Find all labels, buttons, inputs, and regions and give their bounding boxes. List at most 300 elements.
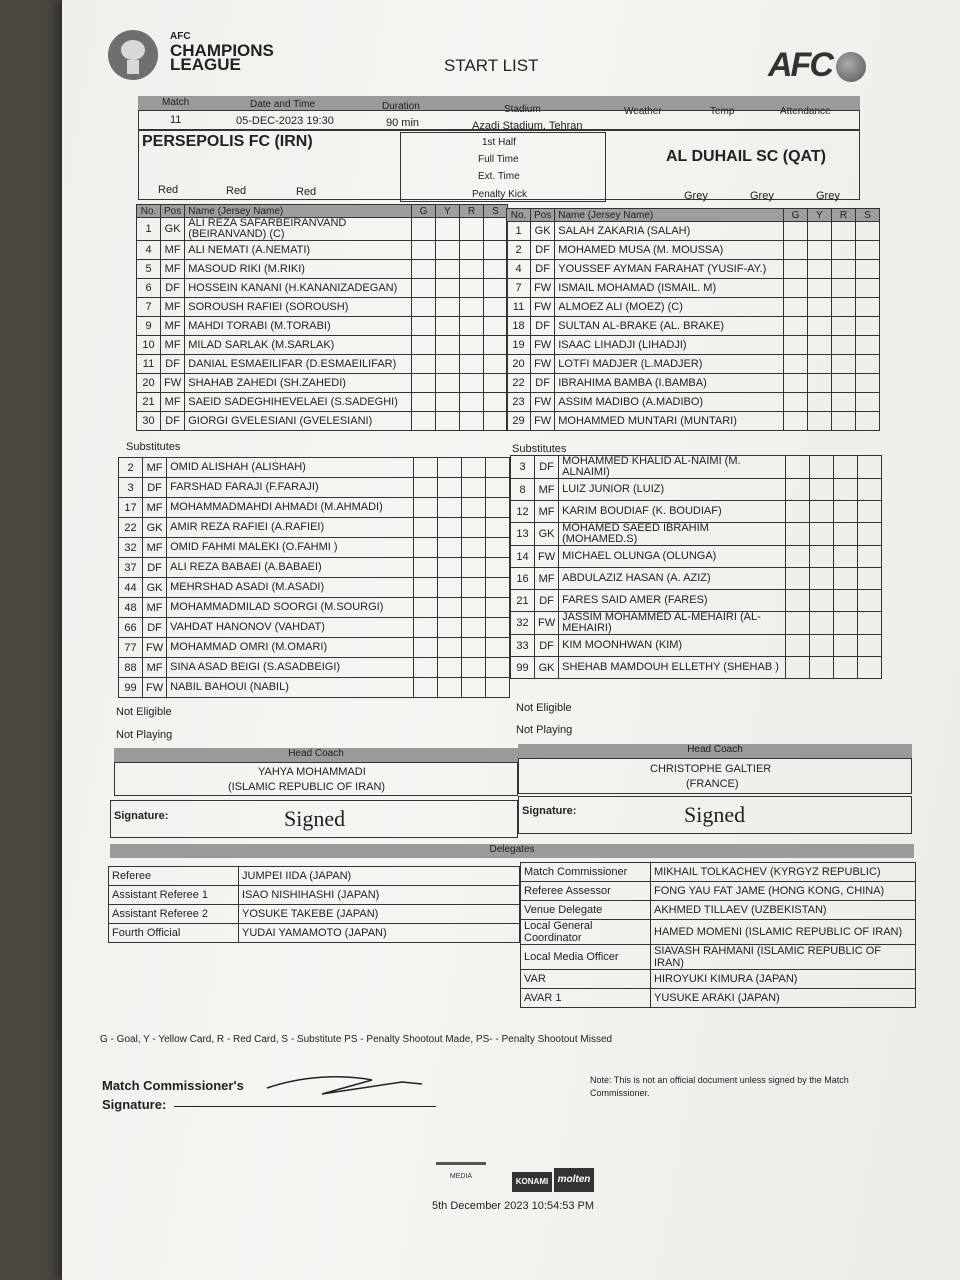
match-number: 11 <box>170 114 182 126</box>
player-number: 21 <box>511 590 535 612</box>
player-number: 19 <box>507 336 531 355</box>
stat-cell <box>834 657 858 679</box>
player-name: IBRAHIMA BAMBA (I.BAMBA) <box>555 374 784 393</box>
stat-cell <box>412 355 436 374</box>
delegate-row <box>521 970 916 989</box>
player-position: DF <box>143 618 167 638</box>
stat-cell <box>858 568 882 590</box>
player-number: 11 <box>137 355 161 374</box>
player-row <box>119 598 510 618</box>
delegate-name: MIKHAIL TOLKACHEV (KYRGYZ REPUBLIC) <box>651 863 916 882</box>
player-position: DF <box>531 241 555 260</box>
player-position: DF <box>531 374 555 393</box>
player-name: MEHRSHAD ASADI (M.ASADI) <box>167 578 414 598</box>
player-name: MOHAMMADMAHDI AHMADI (M.AHMADI) <box>167 498 414 518</box>
player-name: YOUSSEF AYMAN FARAHAT (YUSIF-AY.) <box>555 260 784 279</box>
stat-cell <box>436 279 460 298</box>
stat-cell <box>486 578 510 598</box>
player-number: 29 <box>507 412 531 431</box>
away-kit-1: Grey <box>684 190 708 202</box>
player-row <box>137 260 508 279</box>
stat-cell <box>858 590 882 612</box>
home-coach-country: (ISLAMIC REPUBLIC OF IRAN) <box>228 781 386 793</box>
player-position: MF <box>161 241 185 260</box>
match-datetime: 05-DEC-2023 19:30 <box>236 115 334 127</box>
label-attendance: Attendance <box>780 106 831 117</box>
stat-cell <box>856 393 880 412</box>
logo-afc-text: AFC <box>170 31 191 42</box>
player-number: 3 <box>511 456 535 479</box>
player-name: MICHAEL OLUNGA (OLUNGA) <box>559 546 786 568</box>
player-position: FW <box>143 678 167 698</box>
player-name: JASSIM MOHAMMED AL-MEHAIRI (AL-MEHAIRI) <box>559 612 786 635</box>
stat-cell <box>484 393 508 412</box>
stat-cell <box>786 523 810 546</box>
player-name: ALMOEZ ALI (MOEZ) (C) <box>555 298 784 317</box>
player-name: LUIZ JUNIOR (LUIZ) <box>559 479 786 501</box>
stat-cell <box>462 638 486 658</box>
stat-cell <box>834 635 858 657</box>
delegate-name: YUDAI YAMAMOTO (JAPAN) <box>239 924 520 943</box>
period-1st-half: 1st Half <box>482 137 516 148</box>
player-row <box>119 558 510 578</box>
label-stadium: Stadium <box>504 104 541 115</box>
stat-cell <box>484 298 508 317</box>
stat-cell <box>786 501 810 523</box>
player-position: FW <box>531 336 555 355</box>
delegate-row <box>521 901 916 920</box>
delegate-name: YUSUKE ARAKI (JAPAN) <box>651 989 916 1008</box>
player-row <box>137 317 508 336</box>
home-not-playing: Not Playing <box>116 729 173 741</box>
player-position: DF <box>143 478 167 498</box>
home-coach-header: Head Coach <box>114 748 518 762</box>
player-name: SALAH ZAKARIA (SALAH) <box>555 222 784 241</box>
stat-cell <box>784 241 808 260</box>
player-name: ALI REZA BABAEI (A.BABAEI) <box>167 558 414 578</box>
stat-cell <box>460 374 484 393</box>
label-match: Match <box>162 97 190 108</box>
player-position: DF <box>161 279 185 298</box>
stat-cell <box>856 374 880 393</box>
stat-cell <box>438 538 462 558</box>
stat-cell <box>414 598 438 618</box>
player-position: MF <box>143 498 167 518</box>
delegate-name: ISAO NISHIHASHI (JAPAN) <box>239 886 520 905</box>
stat-cell <box>412 317 436 336</box>
player-name: ALI REZA SAFARBEIRANVAND (BEIRANVAND) (C) <box>185 218 412 241</box>
player-position: FW <box>535 612 559 635</box>
delegate-name: FONG YAU FAT JAME (HONG KONG, CHINA) <box>651 882 916 901</box>
player-number: 2 <box>507 241 531 260</box>
stat-cell <box>414 518 438 538</box>
stat-cell <box>412 412 436 431</box>
stat-cell <box>832 241 856 260</box>
stat-cell <box>486 678 510 698</box>
away-signature-value: Signed <box>684 802 746 827</box>
stat-cell <box>784 279 808 298</box>
stat-cell <box>436 374 460 393</box>
page-title: START LIST <box>444 56 539 75</box>
stat-cell <box>412 279 436 298</box>
stat-cell <box>436 298 460 317</box>
player-position: DF <box>535 456 559 479</box>
player-number: 3 <box>119 478 143 498</box>
player-row <box>507 260 880 279</box>
stat-cell <box>414 558 438 578</box>
player-row <box>511 612 882 635</box>
commissioner-signature-label <box>102 1076 244 1114</box>
stat-cell <box>486 538 510 558</box>
stat-cell <box>486 618 510 638</box>
delegate-name: SIAVASH RAHMANI (ISLAMIC REPUBLIC OF IRAN) <box>651 945 916 970</box>
player-number: 66 <box>119 618 143 638</box>
stat-cell <box>486 558 510 578</box>
stat-cell <box>810 523 834 546</box>
stat-cell <box>438 578 462 598</box>
stat-cell <box>858 612 882 635</box>
player-name: SULTAN AL-BRAKE (AL. BRAKE) <box>555 317 784 336</box>
stat-cell <box>856 355 880 374</box>
player-name: SHAHAB ZAHEDI (SH.ZAHEDI) <box>185 374 412 393</box>
player-number: 5 <box>137 260 161 279</box>
player-number: 88 <box>119 658 143 678</box>
stat-cell <box>436 412 460 431</box>
stat-cell <box>486 498 510 518</box>
player-row <box>511 479 882 501</box>
stat-cell <box>856 298 880 317</box>
player-row <box>137 412 508 431</box>
player-position: DF <box>161 355 185 374</box>
delegate-row <box>109 886 520 905</box>
legend-text: G - Goal, Y - Yellow Card, R - Red Card, S - Substitute PS - Penalty Shootout Made, PS- - Penalty Shootout Missed <box>100 1034 613 1045</box>
stat-cell <box>858 657 882 679</box>
stat-cell <box>786 657 810 679</box>
stat-cell <box>858 456 882 479</box>
stat-cell <box>834 523 858 546</box>
player-position: DF <box>531 260 555 279</box>
player-number: 22 <box>507 374 531 393</box>
player-row <box>119 638 510 658</box>
player-position: DF <box>143 558 167 578</box>
stat-cell <box>484 317 508 336</box>
player-row <box>137 355 508 374</box>
player-row <box>511 590 882 612</box>
stat-cell <box>436 218 460 241</box>
stat-cell <box>460 355 484 374</box>
away-coach-country: (FRANCE) <box>686 778 739 790</box>
player-name: OMID FAHMI MALEKI (O.FAHMI ) <box>167 538 414 558</box>
home-kit-2: Red <box>226 185 247 197</box>
stat-cell <box>436 393 460 412</box>
stat-cell <box>486 478 510 498</box>
delegate-row <box>109 867 520 886</box>
stat-cell <box>484 241 508 260</box>
away-subs-label: Substitutes <box>512 443 567 455</box>
stat-cell <box>808 317 832 336</box>
player-position: DF <box>535 635 559 657</box>
stat-cell <box>436 260 460 279</box>
stat-cell <box>412 218 436 241</box>
player-position: DF <box>161 412 185 431</box>
player-number: 1 <box>507 222 531 241</box>
player-row <box>507 317 880 336</box>
stat-cell <box>810 590 834 612</box>
player-number: 16 <box>511 568 535 590</box>
away-kit-2: Grey <box>750 190 774 202</box>
stat-cell <box>784 355 808 374</box>
away-kit-3: Grey <box>816 190 840 202</box>
player-number: 4 <box>137 241 161 260</box>
player-name: FARES SAID AMER (FARES) <box>559 590 786 612</box>
player-row <box>137 218 508 241</box>
col-g: G <box>784 209 808 222</box>
player-name: MOHAMMED KHALID AL-NAIMI (M. ALNAIMI) <box>559 456 786 479</box>
player-name: ALI NEMATI (A.NEMATI) <box>185 241 412 260</box>
player-row <box>511 523 882 546</box>
stat-cell <box>438 598 462 618</box>
player-name: MASOUD RIKI (M.RIKI) <box>185 260 412 279</box>
stat-cell <box>462 538 486 558</box>
player-number: 22 <box>119 518 143 538</box>
delegate-row <box>109 905 520 924</box>
stat-cell <box>414 658 438 678</box>
player-position: FW <box>531 279 555 298</box>
stat-cell <box>784 298 808 317</box>
stat-cell <box>486 658 510 678</box>
stat-cell <box>786 612 810 635</box>
away-signature-label: Signature: <box>522 805 577 817</box>
stat-cell <box>834 612 858 635</box>
stat-cell <box>808 374 832 393</box>
player-number: 1 <box>137 218 161 241</box>
player-number: 11 <box>507 298 531 317</box>
sponsor-logo-konami: KONAMI <box>512 1172 552 1192</box>
player-row <box>119 678 510 698</box>
stat-cell <box>484 336 508 355</box>
stat-cell <box>462 618 486 638</box>
player-number: 44 <box>119 578 143 598</box>
player-position: GK <box>531 222 555 241</box>
player-number: 10 <box>137 336 161 355</box>
player-number: 9 <box>137 317 161 336</box>
label-duration: Duration <box>382 101 420 112</box>
stat-cell <box>436 317 460 336</box>
stat-cell <box>856 279 880 298</box>
stat-cell <box>858 501 882 523</box>
stat-cell <box>460 279 484 298</box>
player-position: MF <box>143 458 167 478</box>
stat-cell <box>810 456 834 479</box>
sponsor-logo-molten: molten <box>554 1168 594 1192</box>
player-position: MF <box>535 479 559 501</box>
player-number: 30 <box>137 412 161 431</box>
away-team-name: AL DUHAIL SC (QAT) <box>666 148 826 165</box>
stat-cell <box>462 478 486 498</box>
delegates-right-table <box>520 862 916 1008</box>
player-row <box>119 498 510 518</box>
stat-cell <box>436 355 460 374</box>
stat-cell <box>834 501 858 523</box>
stat-cell <box>808 412 832 431</box>
player-name: SHEHAB MAMDOUH ELLETHY (SHEHAB ) <box>559 657 786 679</box>
print-timestamp: 5th December 2023 10:54:53 PM <box>432 1200 595 1212</box>
stat-cell <box>486 458 510 478</box>
player-name: ASSIM MADIBO (A.MADIBO) <box>555 393 784 412</box>
player-row <box>507 374 880 393</box>
player-position: FW <box>531 298 555 317</box>
away-not-playing: Not Playing <box>516 724 573 736</box>
stat-cell <box>438 658 462 678</box>
stat-cell <box>412 298 436 317</box>
label-temp: Temp <box>710 106 735 117</box>
player-row <box>511 546 882 568</box>
delegate-row <box>109 924 520 943</box>
player-name: SAEID SADEGHIHEVELAEI (S.SADEGHI) <box>185 393 412 412</box>
player-row <box>119 458 510 478</box>
player-number: 32 <box>511 612 535 635</box>
stat-cell <box>460 241 484 260</box>
col-pos: Pos <box>161 205 185 218</box>
stat-cell <box>460 298 484 317</box>
commissioner-signature-scribble <box>262 1066 432 1100</box>
stat-cell <box>832 412 856 431</box>
stat-cell <box>438 518 462 538</box>
player-position: MF <box>161 260 185 279</box>
stat-cell <box>438 498 462 518</box>
player-position: FW <box>531 393 555 412</box>
player-number: 8 <box>511 479 535 501</box>
stat-cell <box>462 458 486 478</box>
player-position: FW <box>143 638 167 658</box>
stat-cell <box>810 635 834 657</box>
stat-cell <box>832 317 856 336</box>
player-position: GK <box>161 218 185 241</box>
stat-cell <box>414 458 438 478</box>
stat-cell <box>784 374 808 393</box>
delegate-row <box>521 882 916 901</box>
away-lineup-table <box>506 208 880 431</box>
stat-cell <box>832 393 856 412</box>
col-g: G <box>412 205 436 218</box>
home-subs-table <box>118 457 510 698</box>
player-name: KIM MOONHWAN (KIM) <box>559 635 786 657</box>
player-name: SOROUSH RAFIEI (SOROUSH) <box>185 298 412 317</box>
col-s: S <box>484 205 508 218</box>
commissioner-signature-line1: Match Commissioner's <box>102 1078 244 1093</box>
player-row <box>507 298 880 317</box>
stat-cell <box>786 590 810 612</box>
stat-cell <box>460 317 484 336</box>
logo-champions-text: CHAMPIONS <box>170 41 274 60</box>
ball-icon <box>836 52 866 82</box>
stat-cell <box>834 479 858 501</box>
stat-cell <box>438 678 462 698</box>
away-coach-header: Head Coach <box>518 744 912 758</box>
delegate-row <box>521 945 916 970</box>
stat-cell <box>858 523 882 546</box>
delegate-row <box>521 863 916 882</box>
stat-cell <box>412 393 436 412</box>
stat-cell <box>438 478 462 498</box>
home-team-name: PERSEPOLIS FC (IRN) <box>142 133 313 150</box>
player-position: DF <box>531 317 555 336</box>
home-kit-1: Red <box>158 184 179 196</box>
stat-cell <box>858 479 882 501</box>
stat-cell <box>414 498 438 518</box>
player-row <box>507 355 880 374</box>
player-number: 33 <box>511 635 535 657</box>
player-number: 7 <box>137 298 161 317</box>
player-name: MAHDI TORABI (M.TORABI) <box>185 317 412 336</box>
stat-cell <box>808 222 832 241</box>
player-number: 21 <box>137 393 161 412</box>
col-y: Y <box>436 205 460 218</box>
stat-cell <box>414 678 438 698</box>
stat-cell <box>486 518 510 538</box>
stat-cell <box>832 355 856 374</box>
player-number: 14 <box>511 546 535 568</box>
delegate-role: Assistant Referee 2 <box>109 905 239 924</box>
label-date-time: Date and Time <box>250 99 316 110</box>
player-number: 2 <box>119 458 143 478</box>
home-subs-label: Substitutes <box>126 441 181 453</box>
delegate-role: Assistant Referee 1 <box>109 886 239 905</box>
player-row <box>137 279 508 298</box>
away-subs-table <box>510 455 882 679</box>
stat-cell <box>484 260 508 279</box>
delegate-role: Referee Assessor <box>521 882 651 901</box>
stat-cell <box>460 336 484 355</box>
player-position: FW <box>531 355 555 374</box>
player-position: MF <box>161 298 185 317</box>
player-position: FW <box>535 546 559 568</box>
stat-cell <box>856 222 880 241</box>
player-name: MOHAMED MUSA (M. MOUSSA) <box>555 241 784 260</box>
player-row <box>507 279 880 298</box>
match-duration: 90 min <box>386 117 420 129</box>
stat-cell <box>462 678 486 698</box>
stat-cell <box>484 355 508 374</box>
period-penalty-kick: Penalty Kick <box>472 189 528 200</box>
away-not-eligible: Not Eligible <box>516 702 572 714</box>
stat-cell <box>856 412 880 431</box>
player-name: MILAD SARLAK (M.SARLAK) <box>185 336 412 355</box>
player-name: GIORGI GVELESIANI (GVELESIANI) <box>185 412 412 431</box>
player-row <box>119 518 510 538</box>
stat-cell <box>786 546 810 568</box>
sponsor-logo-1: MEDIA <box>436 1162 486 1192</box>
stat-cell <box>856 260 880 279</box>
stat-cell <box>484 412 508 431</box>
player-name: MOHAMMAD OMRI (M.OMARI) <box>167 638 414 658</box>
stat-cell <box>856 336 880 355</box>
stat-cell <box>834 456 858 479</box>
stat-cell <box>808 279 832 298</box>
stat-cell <box>808 355 832 374</box>
player-row <box>511 568 882 590</box>
stat-cell <box>460 412 484 431</box>
player-position: MF <box>161 336 185 355</box>
home-kit-3: Red <box>296 186 317 198</box>
delegate-role: Fourth Official <box>109 924 239 943</box>
stat-cell <box>808 241 832 260</box>
stat-cell <box>438 618 462 638</box>
stat-cell <box>484 374 508 393</box>
stat-cell <box>436 241 460 260</box>
player-position: MF <box>161 393 185 412</box>
delegate-role: Local Media Officer <box>521 945 651 970</box>
